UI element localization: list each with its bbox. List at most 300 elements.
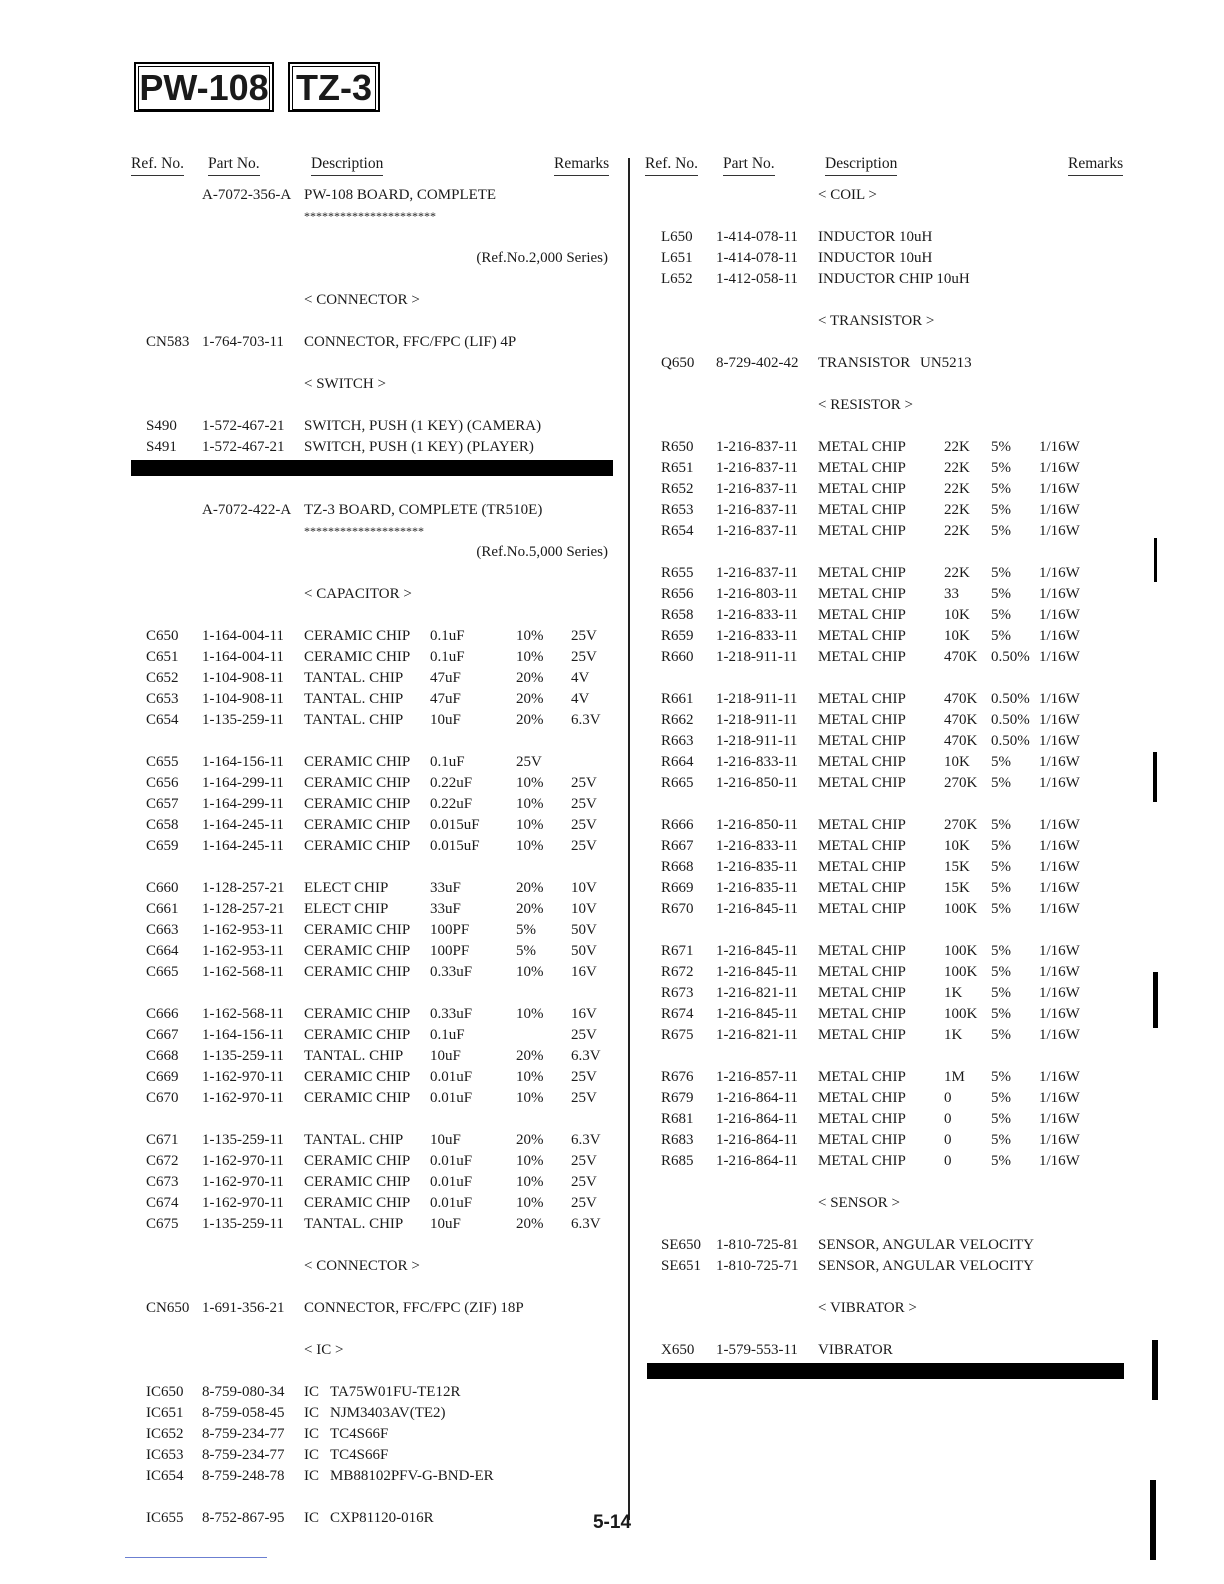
value: 470K <box>944 649 978 665</box>
tolerance: 0.50% <box>991 649 1030 665</box>
value: 0.1uF <box>430 1027 465 1043</box>
ref-no: R653 <box>661 502 694 518</box>
part-row <box>0 584 1224 605</box>
value: 100K <box>944 1006 978 1022</box>
tolerance: 5% <box>991 481 1011 497</box>
rating: 1/16W <box>1039 1153 1080 1169</box>
ref-no: R651 <box>661 460 694 476</box>
part-no: 1-216-845-11 <box>716 901 798 917</box>
description: CERAMIC CHIP <box>304 754 411 770</box>
description: TANTAL. CHIP <box>304 691 404 707</box>
part-no: 1-412-058-11 <box>716 271 798 287</box>
value: 0.1uF <box>430 754 465 770</box>
value: 22K <box>944 523 970 539</box>
ic-type: MB88102PFV-G-BND-ER <box>330 1468 494 1484</box>
part-row <box>0 1151 1224 1172</box>
ref-no: R652 <box>661 481 694 497</box>
rating: 6.3V <box>571 1132 601 1148</box>
section-heading-label: < VIBRATOR > <box>818 1300 917 1316</box>
tolerance: 5% <box>991 565 1011 581</box>
description: METAL CHIP <box>818 481 906 497</box>
rating: 1/16W <box>1039 733 1080 749</box>
part-row <box>0 500 1224 521</box>
part-row <box>0 941 1224 962</box>
description: METAL CHIP <box>818 775 906 791</box>
value: 0.01uF <box>430 1090 473 1106</box>
description: SWITCH, PUSH (1 KEY) (CAMERA) <box>304 418 542 434</box>
tolerance: 5% <box>991 607 1011 623</box>
description: IC <box>304 1405 319 1421</box>
value: 0.33uF <box>430 964 473 980</box>
ref-no: C670 <box>146 1090 179 1106</box>
value: 1K <box>944 1027 963 1043</box>
part-row <box>0 563 1224 584</box>
header-part-no: Part No. <box>208 155 260 176</box>
part-no: 1-164-156-11 <box>202 1027 284 1043</box>
description: METAL CHIP <box>818 1111 906 1127</box>
tolerance: 5% <box>991 1090 1011 1106</box>
ref-no: CN583 <box>146 334 190 350</box>
part-row <box>0 1109 1224 1130</box>
tolerance: 0.50% <box>991 691 1030 707</box>
section-heading-label: < CAPACITOR > <box>304 586 412 602</box>
tolerance: 20% <box>516 901 544 917</box>
section-heading <box>0 395 1224 416</box>
value: 0.1uF <box>430 649 465 665</box>
description: METAL CHIP <box>818 1006 906 1022</box>
description: IC <box>304 1468 319 1484</box>
ref-no: C663 <box>146 922 179 938</box>
value: 270K <box>944 775 978 791</box>
value: 0.22uF <box>430 775 473 791</box>
rating: 1/16W <box>1039 586 1080 602</box>
part-row <box>0 479 1224 500</box>
part-no: 1-216-864-11 <box>716 1132 798 1148</box>
part-no: 1-164-245-11 <box>202 838 284 854</box>
ref-no: R674 <box>661 1006 694 1022</box>
part-no: 1-128-257-21 <box>202 901 285 917</box>
tolerance: 10% <box>516 1153 544 1169</box>
rating: 25V <box>571 1174 597 1190</box>
tolerance: 20% <box>516 880 544 896</box>
tolerance: 5% <box>991 1132 1011 1148</box>
ref-no: X650 <box>661 1342 695 1358</box>
ref-no: IC650 <box>146 1384 184 1400</box>
rating: 25V <box>571 796 597 812</box>
value: 22K <box>944 439 970 455</box>
description: METAL CHIP <box>818 1069 906 1085</box>
ref-no: C658 <box>146 817 179 833</box>
part-no: 1-216-837-11 <box>716 481 798 497</box>
ref-no: L651 <box>661 250 693 266</box>
part-row <box>0 668 620 689</box>
description: TANTAL. CHIP <box>304 1216 404 1232</box>
description: IC <box>304 1447 319 1463</box>
rating: 25V <box>571 838 597 854</box>
ic-type: NJM3403AV(TE2) <box>330 1405 446 1421</box>
ref-no: C661 <box>146 901 179 917</box>
description: CERAMIC CHIP <box>304 838 411 854</box>
rating: 6.3V <box>571 1048 601 1064</box>
part-no: 1-135-259-11 <box>202 1048 284 1064</box>
part-row <box>0 1403 620 1424</box>
description: METAL CHIP <box>818 733 906 749</box>
rating: 25V <box>571 1195 597 1211</box>
part-no: 1-216-864-11 <box>716 1090 798 1106</box>
tolerance: 5% <box>991 754 1011 770</box>
part-row <box>0 521 1224 542</box>
ref-no: R660 <box>661 649 694 665</box>
rating: 1/16W <box>1039 460 1080 476</box>
description: METAL CHIP <box>818 712 906 728</box>
ref-no: R667 <box>661 838 694 854</box>
tolerance: 5% <box>991 460 1011 476</box>
ref-no: R679 <box>661 1090 694 1106</box>
value: 33uF <box>430 901 461 917</box>
description: METAL CHIP <box>818 691 906 707</box>
ref-no: R669 <box>661 880 694 896</box>
value: 47uF <box>430 691 461 707</box>
part-no: 1-162-970-11 <box>202 1069 284 1085</box>
description: CERAMIC CHIP <box>304 628 411 644</box>
page-number: 5-14 <box>592 1512 632 1533</box>
ref-no: C673 <box>146 1174 179 1190</box>
ref-no: C664 <box>146 943 179 959</box>
description: TANTAL. CHIP <box>304 670 404 686</box>
ic-type: TC4S66F <box>330 1426 389 1442</box>
part-no: 1-162-953-11 <box>202 943 284 959</box>
ref-no: R670 <box>661 901 694 917</box>
rating: 1/16W <box>1039 607 1080 623</box>
rating: 1/16W <box>1039 502 1080 518</box>
rating: 1/16W <box>1039 1090 1080 1106</box>
tolerance: 10% <box>516 796 544 812</box>
part-no: 1-579-553-11 <box>716 1342 798 1358</box>
description: CERAMIC CHIP <box>304 1006 411 1022</box>
value: 22K <box>944 481 970 497</box>
part-no: 1-216-837-11 <box>716 460 798 476</box>
part-row <box>0 1445 620 1466</box>
header-part-no: Part No. <box>723 155 775 176</box>
description: CERAMIC CHIP <box>304 964 411 980</box>
tolerance: 0.50% <box>991 712 1030 728</box>
part-no: 1-216-837-11 <box>716 523 798 539</box>
value: 15K <box>944 880 970 896</box>
part-no: 1-216-864-11 <box>716 1111 798 1127</box>
tolerance: 5% <box>991 1027 1011 1043</box>
rating: 50V <box>571 943 597 959</box>
ref-no: R661 <box>661 691 694 707</box>
ref-no: C665 <box>146 964 179 980</box>
part-row <box>0 815 1224 836</box>
part-no: 1-164-004-11 <box>202 649 284 665</box>
description: METAL CHIP <box>818 1132 906 1148</box>
rating: 25V <box>571 1153 597 1169</box>
series-note-text: (Ref.No.5,000 Series) <box>476 544 608 560</box>
part-row <box>0 878 1224 899</box>
description: ELECT CHIP <box>304 901 389 917</box>
part-no: 1-216-821-11 <box>716 985 798 1001</box>
part-no: 1-216-845-11 <box>716 943 798 959</box>
description: CONNECTOR, FFC/FPC (ZIF) 18P <box>304 1300 524 1316</box>
value: 22K <box>944 502 970 518</box>
tolerance: 5% <box>991 502 1011 518</box>
value: 100PF <box>430 922 470 938</box>
value: 15K <box>944 859 970 875</box>
rating: 25V <box>571 1090 597 1106</box>
part-row <box>0 1382 620 1403</box>
part-no: 1-764-703-11 <box>202 334 284 350</box>
part-row <box>0 626 1224 647</box>
part-no: 1-216-835-11 <box>716 880 798 896</box>
part-no: 8-759-058-45 <box>202 1405 285 1421</box>
ref-no: C668 <box>146 1048 179 1064</box>
rating: 1/16W <box>1039 1111 1080 1127</box>
description: ELECT CHIP <box>304 880 389 896</box>
rating: 6.3V <box>571 1216 601 1232</box>
value: 10uF <box>430 1216 461 1232</box>
part-row <box>0 773 1224 794</box>
description: IC <box>304 1384 319 1400</box>
part-no: 1-104-908-11 <box>202 670 284 686</box>
ref-no: C667 <box>146 1027 179 1043</box>
description: CERAMIC CHIP <box>304 649 411 665</box>
description: CERAMIC CHIP <box>304 1153 411 1169</box>
description: METAL CHIP <box>818 880 906 896</box>
tolerance: 5% <box>516 943 536 959</box>
tolerance: 5% <box>991 859 1011 875</box>
header-description: Description <box>825 155 897 176</box>
section-heading-label: < SENSOR > <box>818 1195 900 1211</box>
part-row <box>0 962 1224 983</box>
rating: 25V <box>571 1027 597 1043</box>
rating: 1/16W <box>1039 712 1080 728</box>
description: METAL CHIP <box>818 502 906 518</box>
part-no: 1-218-911-11 <box>716 649 798 665</box>
description: SENSOR, ANGULAR VELOCITY <box>818 1237 1034 1253</box>
part-row <box>0 920 620 941</box>
tolerance: 20% <box>516 712 544 728</box>
rating: 1/16W <box>1039 1006 1080 1022</box>
value: 0 <box>944 1153 952 1169</box>
value: 0.33uF <box>430 1006 473 1022</box>
ref-no: R685 <box>661 1153 694 1169</box>
part-no: 1-216-864-11 <box>716 1153 798 1169</box>
value: 22K <box>944 460 970 476</box>
tolerance: 20% <box>516 1216 544 1232</box>
ref-no: SE651 <box>661 1258 702 1274</box>
asterisk-rule-text: ******************** <box>304 524 424 538</box>
part-row <box>0 731 1224 752</box>
tolerance: 5% <box>991 1069 1011 1085</box>
ref-no: R663 <box>661 733 694 749</box>
part-row <box>0 647 1224 668</box>
rating: 1/16W <box>1039 628 1080 644</box>
value: 470K <box>944 691 978 707</box>
part-row <box>0 332 620 353</box>
part-no: 1-218-911-11 <box>716 733 798 749</box>
part-row <box>0 269 1224 290</box>
description: METAL CHIP <box>818 649 906 665</box>
description: PW-108 BOARD, COMPLETE <box>304 187 497 203</box>
value: 100K <box>944 964 978 980</box>
ref-no: R681 <box>661 1111 694 1127</box>
tolerance: 0.50% <box>991 733 1030 749</box>
ref-no: C660 <box>146 880 179 896</box>
description: METAL CHIP <box>818 859 906 875</box>
section-heading <box>0 311 1224 332</box>
rating: 1/16W <box>1039 838 1080 854</box>
tolerance: 5% <box>991 901 1011 917</box>
ref-no: R655 <box>661 565 694 581</box>
part-row <box>0 752 1224 773</box>
description: INDUCTOR 10uH <box>818 250 933 266</box>
page-tag-pw108-label: PW-108 <box>139 67 269 108</box>
tolerance: 10% <box>516 838 544 854</box>
description: IC <box>304 1426 319 1442</box>
rating: 1/16W <box>1039 439 1080 455</box>
rating: 1/16W <box>1039 523 1080 539</box>
part-no: 1-216-833-11 <box>716 838 798 854</box>
scan-edge-mark <box>1154 538 1157 582</box>
part-row <box>0 836 1224 857</box>
rating: 1/16W <box>1039 817 1080 833</box>
description: METAL CHIP <box>818 607 906 623</box>
value: 10uF <box>430 1048 461 1064</box>
tolerance: 10% <box>516 775 544 791</box>
rating: 25V <box>571 649 597 665</box>
description: METAL CHIP <box>818 817 906 833</box>
part-row <box>0 1025 1224 1046</box>
value: 0.01uF <box>430 1069 473 1085</box>
part-no: 1-162-970-11 <box>202 1090 284 1106</box>
ref-no: IC653 <box>146 1447 184 1463</box>
part-row <box>0 689 1224 710</box>
section-heading-label: < COIL > <box>818 187 877 203</box>
tolerance: 10% <box>516 1195 544 1211</box>
part-row <box>0 1067 1224 1088</box>
section-heading-label: < TRANSISTOR > <box>818 313 935 329</box>
part-row <box>0 857 1224 878</box>
description: TRANSISTOR <box>818 355 911 371</box>
asterisk-rule <box>0 206 620 227</box>
part-no: 1-216-845-11 <box>716 964 798 980</box>
rating: 16V <box>571 964 597 980</box>
description: METAL CHIP <box>818 523 906 539</box>
part-no: 1-691-356-21 <box>202 1300 285 1316</box>
description: METAL CHIP <box>818 460 906 476</box>
part-no: 1-162-568-11 <box>202 1006 284 1022</box>
description: CERAMIC CHIP <box>304 796 411 812</box>
part-no: 8-729-402-42 <box>716 355 799 371</box>
ref-no: CN650 <box>146 1300 190 1316</box>
tolerance: 5% <box>991 985 1011 1001</box>
ref-no: L652 <box>661 271 693 287</box>
part-no: 1-216-837-11 <box>716 502 798 518</box>
description: CERAMIC CHIP <box>304 817 411 833</box>
part-no: A-7072-422-A <box>202 502 292 518</box>
value: UN5213 <box>920 355 972 371</box>
part-no: 1-135-259-11 <box>202 712 284 728</box>
value: 470K <box>944 733 978 749</box>
scan-edge-mark <box>1153 972 1158 1028</box>
tolerance: 5% <box>991 586 1011 602</box>
part-no: 1-572-467-21 <box>202 418 285 434</box>
value: 0.01uF <box>430 1195 473 1211</box>
part-no: 1-810-725-71 <box>716 1258 799 1274</box>
ref-no: R650 <box>661 439 694 455</box>
scan-edge-mark <box>125 1557 267 1558</box>
description: METAL CHIP <box>818 586 906 602</box>
scan-edge-mark <box>1150 1480 1156 1560</box>
header-remarks: Remarks <box>1068 155 1123 176</box>
header-ref-no: Ref. No. <box>131 155 184 176</box>
tolerance: 20% <box>516 1048 544 1064</box>
description: CERAMIC CHIP <box>304 1069 411 1085</box>
tolerance: 10% <box>516 1069 544 1085</box>
rating: 1/16W <box>1039 859 1080 875</box>
part-no: 1-164-004-11 <box>202 628 284 644</box>
header-remarks: Remarks <box>554 155 609 176</box>
part-no: 1-414-078-11 <box>716 229 798 245</box>
value: 0 <box>944 1111 952 1127</box>
value: 10K <box>944 607 970 623</box>
tolerance: 5% <box>991 1111 1011 1127</box>
ref-no: R654 <box>661 523 694 539</box>
ref-no: R673 <box>661 985 694 1001</box>
ref-no: R664 <box>661 754 694 770</box>
part-row <box>0 458 1224 479</box>
part-no: 1-162-970-11 <box>202 1195 284 1211</box>
rating: 25V <box>571 817 597 833</box>
value: 10uF <box>430 1132 461 1148</box>
ref-no: R665 <box>661 775 694 791</box>
ref-no: R662 <box>661 712 694 728</box>
part-no: 1-216-857-11 <box>716 1069 798 1085</box>
value: 100K <box>944 943 978 959</box>
value: 0.1uF <box>430 628 465 644</box>
part-row <box>0 605 1224 626</box>
part-no: 1-216-845-11 <box>716 1006 798 1022</box>
header-ref-no: Ref. No. <box>645 155 698 176</box>
tolerance: 10% <box>516 1090 544 1106</box>
value: 100K <box>944 901 978 917</box>
tolerance: 5% <box>991 1153 1011 1169</box>
ref-no: R658 <box>661 607 694 623</box>
value: 0.01uF <box>430 1174 473 1190</box>
part-no: 8-759-234-77 <box>202 1447 285 1463</box>
description: TZ-3 BOARD, COMPLETE (TR510E) <box>304 502 543 518</box>
description: SWITCH, PUSH (1 KEY) (PLAYER) <box>304 439 534 455</box>
rating: 1/16W <box>1039 754 1080 770</box>
tolerance: 5% <box>991 880 1011 896</box>
ref-no: IC655 <box>146 1510 184 1526</box>
description: CERAMIC CHIP <box>304 1174 411 1190</box>
description: CERAMIC CHIP <box>304 1195 411 1211</box>
ref-no: C653 <box>146 691 179 707</box>
rating: 1/16W <box>1039 985 1080 1001</box>
ic-type: TA75W01FU-TE12R <box>330 1384 461 1400</box>
description: METAL CHIP <box>818 943 906 959</box>
value: 1K <box>944 985 963 1001</box>
rating: 1/16W <box>1039 1027 1080 1043</box>
tolerance: 20% <box>516 1132 544 1148</box>
ref-no: C656 <box>146 775 179 791</box>
value: 0.015uF <box>430 838 480 854</box>
part-no: 1-414-078-11 <box>716 250 798 266</box>
part-no: 1-162-953-11 <box>202 922 284 938</box>
ref-no: C657 <box>146 796 179 812</box>
